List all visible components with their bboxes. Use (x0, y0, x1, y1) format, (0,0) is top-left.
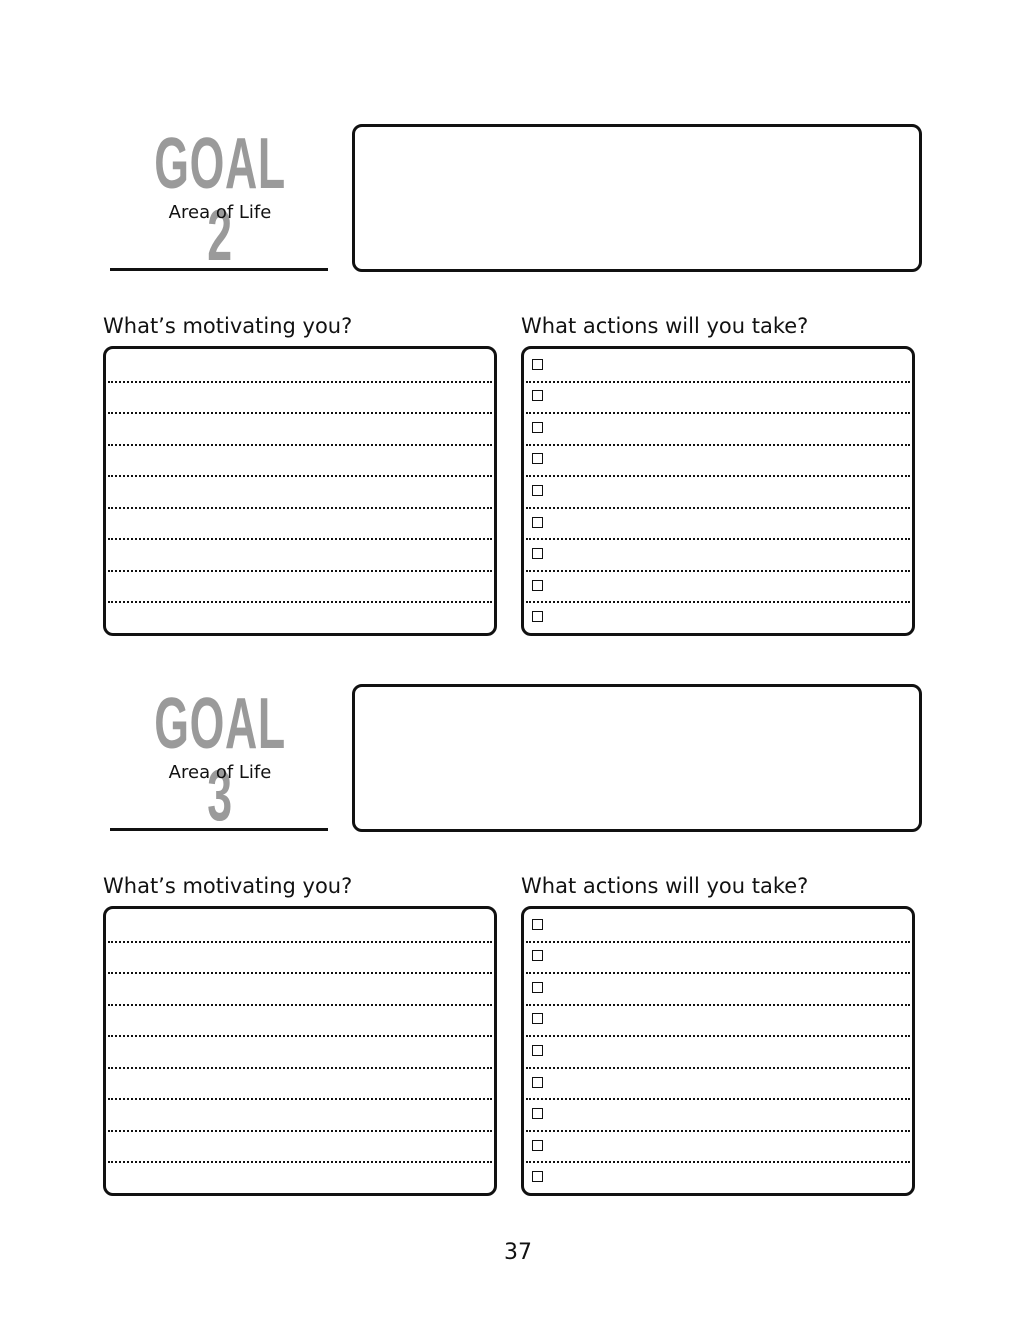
page-number: 37 (504, 1240, 532, 1265)
ruled-line (108, 1004, 492, 1006)
action-checkbox[interactable] (532, 1108, 543, 1119)
ruled-line (108, 570, 492, 572)
ruled-line (526, 507, 910, 509)
motivation-label: What’s motivating you? (103, 314, 353, 338)
ruled-line (526, 412, 910, 414)
motivation-label: What’s motivating you? (103, 874, 353, 898)
ruled-line (526, 444, 910, 446)
ruled-line (108, 444, 492, 446)
area-of-life-label: Area of Life (168, 762, 272, 783)
actions-label: What actions will you take? (521, 314, 809, 338)
ruled-line (108, 1035, 492, 1037)
action-checkbox[interactable] (532, 1171, 543, 1182)
actions-box[interactable] (521, 906, 915, 1196)
ruled-line (526, 1067, 910, 1069)
ruled-line (108, 972, 492, 974)
ruled-line (108, 1130, 492, 1132)
action-checkbox[interactable] (532, 453, 543, 464)
action-checkbox[interactable] (532, 580, 543, 591)
actions-box[interactable] (521, 346, 915, 636)
action-checkbox[interactable] (532, 1045, 543, 1056)
action-checkbox[interactable] (532, 950, 543, 961)
goal-title: GOAL 2 (154, 124, 286, 276)
actions-label: What actions will you take? (521, 874, 809, 898)
action-checkbox[interactable] (532, 422, 543, 433)
ruled-line (526, 1130, 910, 1132)
ruled-line (526, 570, 910, 572)
ruled-line (526, 1161, 910, 1163)
ruled-line (108, 1098, 492, 1100)
ruled-line (526, 381, 910, 383)
action-checkbox[interactable] (532, 1140, 543, 1151)
ruled-line (526, 972, 910, 974)
ruled-line (108, 412, 492, 414)
area-of-life-label: Area of Life (168, 202, 272, 223)
area-of-life-field[interactable] (110, 268, 328, 271)
area-of-life-field[interactable] (110, 828, 328, 831)
motivation-box[interactable] (103, 906, 497, 1196)
ruled-line (526, 1098, 910, 1100)
ruled-line (526, 1035, 910, 1037)
ruled-line (108, 601, 492, 603)
goal-description-box[interactable] (352, 684, 922, 832)
action-checkbox[interactable] (532, 919, 543, 930)
ruled-line (526, 601, 910, 603)
action-checkbox[interactable] (532, 1077, 543, 1088)
ruled-line (526, 941, 910, 943)
action-checkbox[interactable] (532, 611, 543, 622)
ruled-line (108, 538, 492, 540)
action-checkbox[interactable] (532, 982, 543, 993)
goal-3-section (0, 684, 1024, 1204)
goal-description-box[interactable] (352, 124, 922, 272)
ruled-line (526, 475, 910, 477)
ruled-line (526, 1004, 910, 1006)
ruled-line (108, 941, 492, 943)
action-checkbox[interactable] (532, 359, 543, 370)
motivation-box[interactable] (103, 346, 497, 636)
action-checkbox[interactable] (532, 390, 543, 401)
ruled-line (108, 475, 492, 477)
action-checkbox[interactable] (532, 1013, 543, 1024)
action-checkbox[interactable] (532, 548, 543, 559)
ruled-line (108, 1067, 492, 1069)
goal-2-section (0, 124, 1024, 644)
ruled-line (108, 1161, 492, 1163)
ruled-line (526, 538, 910, 540)
action-checkbox[interactable] (532, 517, 543, 528)
action-checkbox[interactable] (532, 485, 543, 496)
ruled-line (108, 381, 492, 383)
ruled-line (108, 507, 492, 509)
goal-title: GOAL 3 (154, 684, 286, 836)
